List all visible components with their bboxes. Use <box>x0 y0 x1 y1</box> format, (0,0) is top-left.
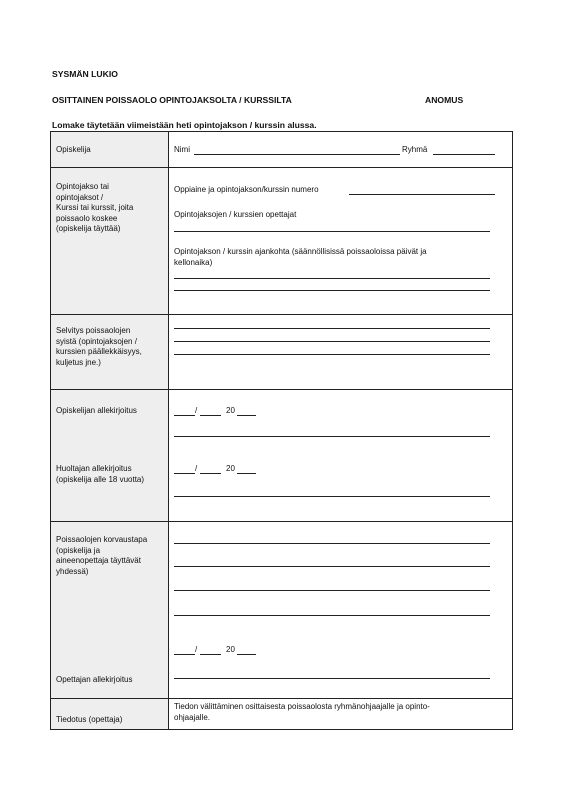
teacher-sign-month-field[interactable] <box>200 654 221 655</box>
teachers-label: Opintojaksojen / kurssien opettajat <box>174 210 297 219</box>
reason-row <box>51 315 513 390</box>
school-name: SYSMÄN LUKIO <box>52 69 118 79</box>
form-instruction: Lomake täytetään viimeistään heti opintojakson / kurssin alussa. <box>52 120 317 130</box>
guardian-sign-year-prefix: 20 <box>226 464 235 473</box>
form-type: ANOMUS <box>425 95 464 105</box>
guardian-sign-label-2: (opiskelija alle 18 vuotta) <box>56 474 145 484</box>
timing-field-2[interactable] <box>174 290 490 291</box>
reason-field-2[interactable] <box>174 341 490 342</box>
timing-label-1: Opintojakson / kurssin ajankohta (säännöllisissä poissaoloissa päivät ja <box>174 247 427 256</box>
reason-label-4: kuljetus jne.) <box>56 357 101 367</box>
course-label-1: Opintojakso tai <box>56 182 109 191</box>
student-sign-label: Opiskelijan allekirjoitus <box>56 406 137 415</box>
course-label-2: opintojaksot / <box>56 192 104 202</box>
teacher-signature-field[interactable] <box>174 678 490 679</box>
notice-text-1: Tiedon välittäminen osittaisesta poissaolosta ryhmänohjaajalle ja opinto- <box>174 702 430 711</box>
student-signature-field[interactable] <box>174 436 490 437</box>
name-field[interactable] <box>194 154 400 155</box>
notice-label: Tiedotus (opettaja) <box>56 715 123 724</box>
notice-text-2: ohjaajalle. <box>174 712 211 722</box>
student-row <box>51 132 513 168</box>
guardian-signature-field[interactable] <box>174 496 490 497</box>
group-field[interactable] <box>433 154 495 155</box>
form-title: OSITTAINEN POISSAOLO OPINTOJAKSOLTA / KURSSILTA <box>52 95 292 105</box>
subject-field[interactable] <box>349 194 495 195</box>
course-row <box>51 168 513 315</box>
student-sign-day-field[interactable] <box>174 415 195 416</box>
reason-label-1: Selvitys poissaolojen <box>56 326 131 335</box>
reason-field-1[interactable] <box>174 328 490 329</box>
timing-field-1[interactable] <box>174 278 490 279</box>
student-sign-year-field[interactable] <box>237 415 256 416</box>
course-label-4: poissaolo koskee <box>56 213 118 223</box>
compensation-label-2: (opiskelija ja <box>56 545 101 555</box>
guardian-sign-date-sep: / <box>195 464 198 473</box>
compensation-label-4: yhdessä) <box>56 566 89 576</box>
student-sign-year-prefix: 20 <box>226 406 235 415</box>
teacher-sign-label: Opettajan allekirjoitus <box>56 675 133 684</box>
compensation-row <box>51 522 513 699</box>
application-form-table <box>50 131 513 730</box>
guardian-sign-day-field[interactable] <box>174 473 195 474</box>
course-label-3: Kurssi tai kurssit, joita <box>56 203 134 212</box>
subject-label: Oppiaine ja opintojakson/kurssin numero <box>174 185 319 194</box>
teachers-field[interactable] <box>174 231 490 232</box>
teacher-sign-day-field[interactable] <box>174 654 195 655</box>
notice-row <box>51 699 513 730</box>
course-label-5: (opiskelija täyttää) <box>56 224 121 233</box>
compensation-field-3[interactable] <box>174 590 490 591</box>
guardian-sign-label-1: Huoltajan allekirjoitus <box>56 464 132 473</box>
reason-label-2: syistä (opintojaksojen / <box>56 336 137 346</box>
guardian-sign-year-field[interactable] <box>237 473 256 474</box>
guardian-sign-month-field[interactable] <box>200 473 221 474</box>
compensation-label-3: aineenopettaja täyttävät <box>56 556 141 565</box>
teacher-sign-year-prefix: 20 <box>226 645 235 654</box>
compensation-field-4[interactable] <box>174 615 490 616</box>
group-label: Ryhmä <box>402 145 428 154</box>
reason-field-3[interactable] <box>174 354 490 355</box>
name-label: Nimi <box>174 145 190 154</box>
timing-label-2: kellonaika) <box>174 257 213 267</box>
compensation-field-2[interactable] <box>174 566 490 567</box>
teacher-sign-year-field[interactable] <box>237 654 256 655</box>
compensation-label-1: Poissaolojen korvaustapa <box>56 535 148 544</box>
teacher-sign-date-sep: / <box>195 645 198 654</box>
student-label: Opiskelija <box>56 145 91 154</box>
student-sign-date-sep: / <box>195 406 198 415</box>
student-sign-month-field[interactable] <box>200 415 221 416</box>
compensation-field-1[interactable] <box>174 543 490 544</box>
signatures-row <box>51 390 513 522</box>
reason-label-3: kurssien päällekkäisyys, <box>56 347 142 356</box>
